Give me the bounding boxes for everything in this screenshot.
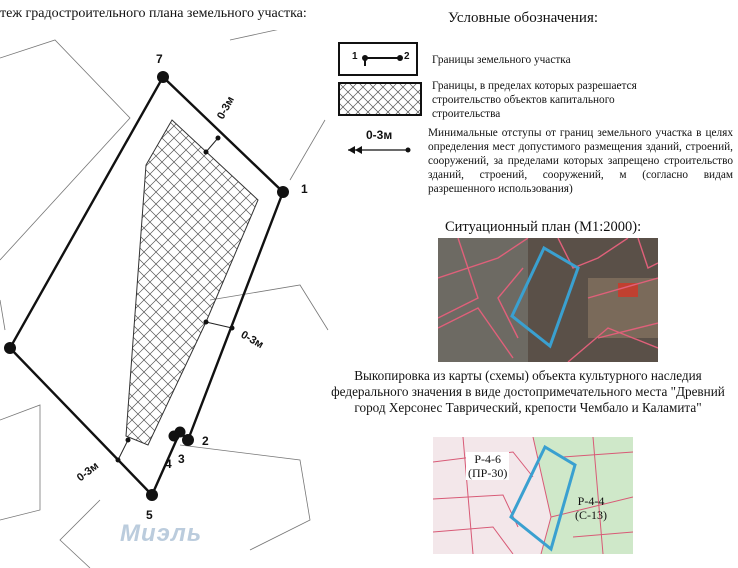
setback-label-top: 0-3м	[215, 94, 237, 122]
point-label-1: 1	[301, 182, 308, 196]
point-label-2: 2	[202, 434, 209, 448]
plan-title: теж градостроительного плана земельного участка:	[0, 6, 307, 21]
legend-item-buildable: Границы, в пределах которых разрешается строительство объектов капитального строительства	[432, 80, 637, 120]
setback-label-bottom: 0-3м	[74, 459, 102, 485]
point-label-4: 4	[165, 457, 172, 471]
point-label-3: 3	[178, 452, 185, 466]
legend-item-boundary: Границы земельного участка	[432, 54, 571, 66]
watermark: Миэль	[120, 520, 203, 547]
legend-item-setback: Минимальные отступы от границ земельного участка в целях определения мест допустимого размещения зданий, строений, сооружений, за пределами которых запрещено строительство зданий, строений, сооружений, м (согласно видам разрешенного использования)	[428, 127, 733, 195]
buildable-area	[126, 120, 258, 445]
point-label-5: 5	[146, 508, 153, 522]
situation-plan-map	[438, 238, 658, 362]
excerpt-title: Выкопировка из карты (схемы) объекта культурного наследия федерального значения в виде достопримечательного места "Древний город Херсонес Таврический, крепости Чембало и Каламита"	[331, 368, 725, 415]
situation-plan-title: Ситуационный план (М1:2000):	[445, 219, 642, 235]
setback-arrow-icon: 0-3м	[346, 128, 416, 156]
setback-label-right: 0-3м	[238, 328, 266, 352]
point-label-7: 7	[156, 52, 163, 66]
land-plot-drawing	[0, 30, 330, 568]
legend-title: Условные обозначения:	[448, 10, 599, 26]
hatched-area-icon	[338, 82, 422, 116]
zone-label-r46: Р-4-6 (ПР-30)	[468, 452, 508, 480]
zone-label-r44: Р-4-4 (С-13)	[575, 494, 607, 522]
boundary-line-icon: 1 2	[338, 42, 418, 76]
